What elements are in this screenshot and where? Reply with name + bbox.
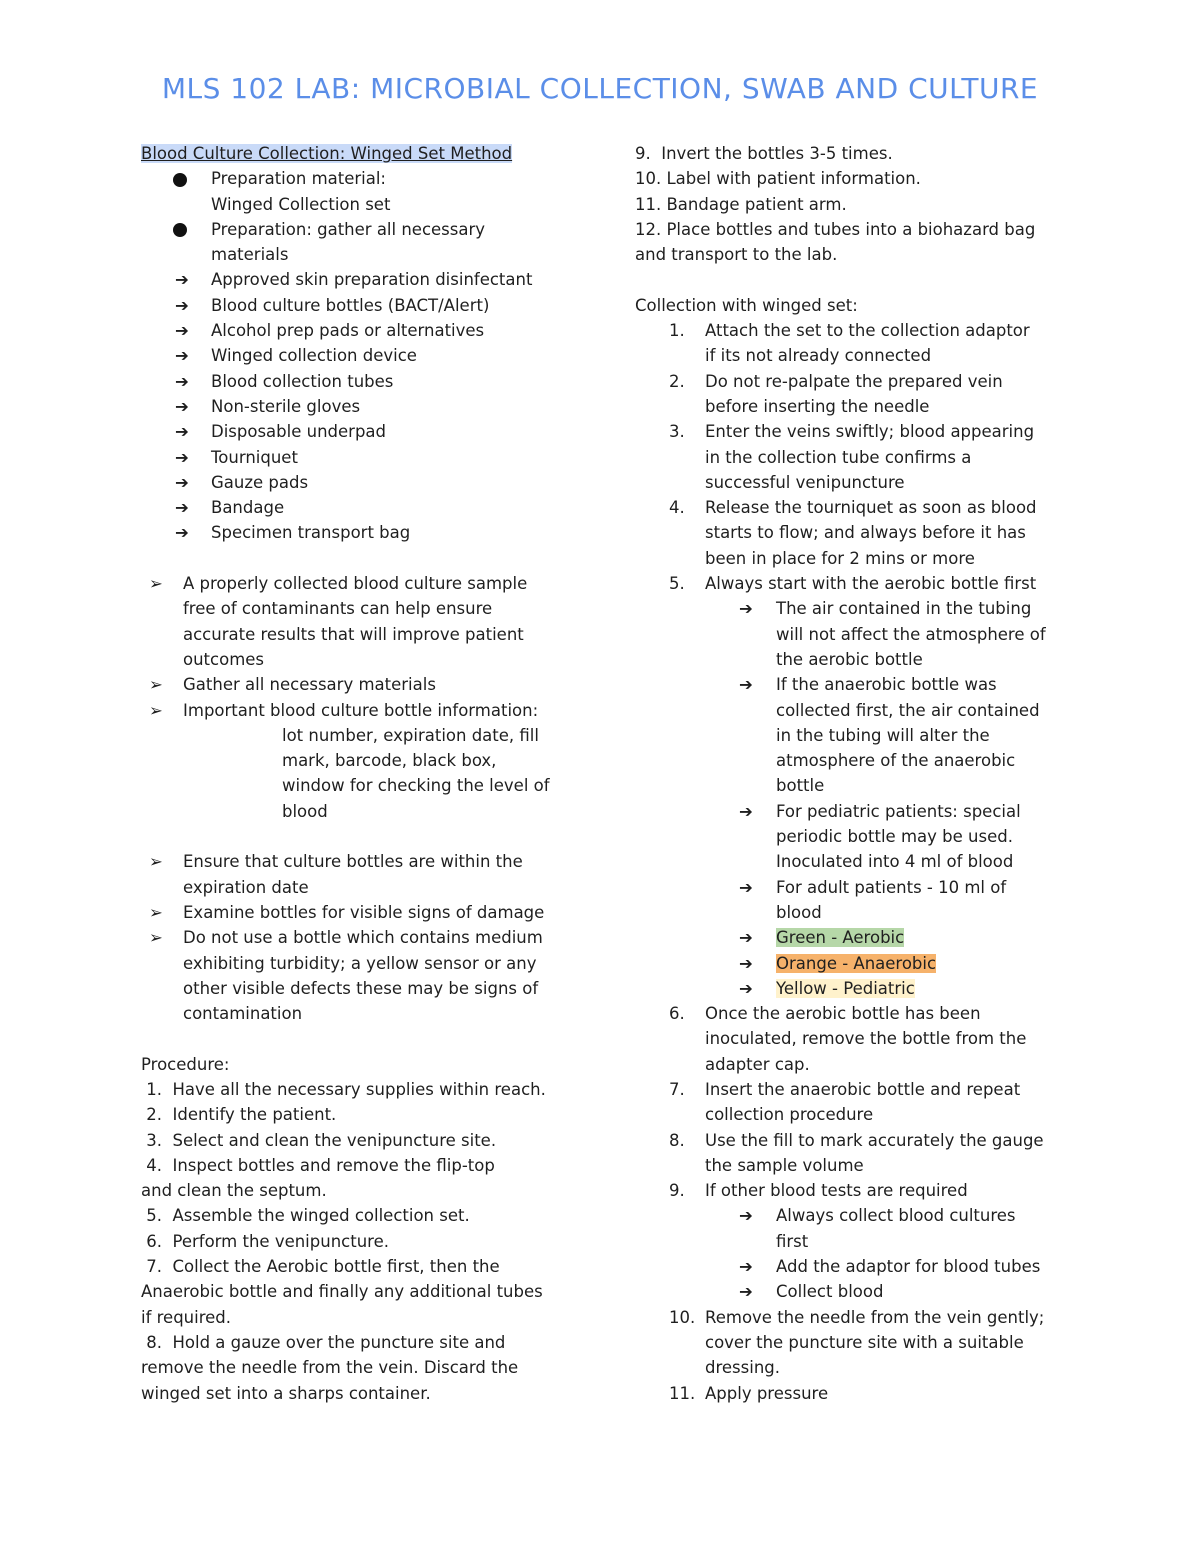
step-item — [635, 445, 1065, 470]
step-number: 11. — [669, 1383, 696, 1403]
note-item-text: expiration date — [183, 877, 309, 897]
material-item-text: Bandage — [211, 498, 285, 518]
sub-item — [635, 1254, 1065, 1279]
note-item-text: Important blood culture bottle information: — [183, 700, 539, 720]
step-item — [635, 520, 1065, 545]
notes-list — [141, 849, 581, 1026]
sub-list — [635, 1203, 1065, 1304]
step-number: 7. — [669, 1079, 685, 1099]
step-item — [635, 343, 1065, 368]
sub-item — [635, 773, 1065, 798]
sub-item-text: periodic bottle may be used. — [776, 827, 1013, 847]
procedure-line: 4. Inspect bottles and remove the flip-top — [141, 1155, 495, 1175]
arrow-icon: ➔ — [739, 1282, 753, 1302]
sub-item-text: collected first, the air contained — [776, 700, 1040, 720]
color-legend — [635, 925, 1065, 1001]
material-item-text: Alcohol prep pads or alternatives — [211, 321, 485, 341]
chevron-bullet-icon: ➢ — [149, 574, 163, 594]
step-item — [635, 470, 1065, 495]
step-item-text: successful venipuncture — [705, 472, 905, 492]
arrow-icon: ➔ — [175, 523, 189, 543]
sub-item-text: bottle — [776, 776, 825, 796]
sub-item-text: Inoculated into 4 ml of blood — [776, 852, 1014, 872]
step-number: 6. — [669, 1004, 685, 1024]
material-item-text: Gauze pads — [211, 472, 309, 492]
procedure-line: winged set into a sharps container. — [141, 1383, 431, 1403]
step-item — [635, 1178, 1065, 1203]
step-number: 10. — [669, 1307, 696, 1327]
step-item — [635, 1052, 1065, 1077]
note-item — [141, 596, 581, 621]
material-item — [141, 419, 581, 444]
sub-item — [635, 698, 1065, 723]
sub-item-text: For adult patients - 10 ml of — [776, 877, 1007, 897]
step-number: 8. — [669, 1130, 685, 1150]
bullet-icon — [173, 173, 187, 187]
steps-list — [635, 1001, 1065, 1203]
sub-item-text: blood — [776, 902, 822, 922]
step-item-text: Attach the set to the collection adaptor — [705, 321, 1030, 341]
sub-item-text: Collect blood — [776, 1282, 884, 1302]
note-item — [141, 647, 581, 672]
step-item-text: if its not already connected — [705, 346, 932, 366]
bottle-info-line: mark, barcode, black box, — [282, 751, 497, 771]
color-item — [635, 976, 1065, 1001]
sub-item — [635, 748, 1065, 773]
step-item — [635, 1001, 1065, 1026]
procedure-line: 2. Identify the patient. — [141, 1105, 337, 1125]
prep-material-label: Preparation material: — [211, 169, 386, 189]
note-item-text: Gather all necessary materials — [183, 675, 436, 695]
arrow-icon: ➔ — [175, 270, 189, 290]
step-item — [635, 571, 1065, 596]
sub-item-text: Add the adaptor for blood tubes — [776, 1257, 1041, 1277]
material-item — [141, 267, 581, 292]
material-item — [141, 495, 581, 520]
step-number: 9. — [669, 1181, 685, 1201]
step-item-text: dressing. — [705, 1358, 780, 1378]
step-number: 3. — [669, 422, 685, 442]
step-item-text: adapter cap. — [705, 1054, 810, 1074]
sub-item — [635, 799, 1065, 824]
note-item-text: Do not use a bottle which contains medium — [183, 928, 543, 948]
note-item — [141, 672, 581, 697]
arrow-icon: ➔ — [175, 472, 189, 492]
material-item — [141, 318, 581, 343]
arrow-icon: ➔ — [739, 1206, 753, 1226]
sub-item-text: For pediatric patients: special — [776, 801, 1021, 821]
material-item-text: Approved skin preparation disinfectant — [211, 270, 533, 290]
right-column — [635, 141, 1065, 1406]
material-item-text: Blood collection tubes — [211, 371, 394, 391]
material-item-text: Winged collection device — [211, 346, 417, 366]
sub-item — [635, 824, 1065, 849]
material-item-text: Disposable underpad — [211, 422, 386, 442]
step-item-text: before inserting the needle — [705, 396, 930, 416]
chevron-bullet-icon: ➢ — [149, 902, 163, 922]
step-item — [635, 369, 1065, 394]
sub-list — [635, 596, 1065, 925]
step-item — [635, 1153, 1065, 1178]
bottle-info-line: lot number, expiration date, fill — [282, 725, 539, 745]
sub-item-text: The air contained in the tubing — [776, 599, 1032, 619]
material-item-text: Tourniquet — [211, 447, 298, 467]
step-item — [635, 1330, 1065, 1355]
arrow-icon: ➔ — [739, 978, 753, 998]
step-item — [635, 1355, 1065, 1380]
step-number: 5. — [669, 574, 685, 594]
arrow-icon: ➔ — [739, 675, 753, 695]
step-item — [635, 394, 1065, 419]
procedure-continued — [635, 141, 1065, 267]
color-item-text: Green - Aerobic — [776, 928, 905, 948]
prep-material-value: Winged Collection set — [211, 194, 391, 214]
procedure-line: 11. Bandage patient arm. — [635, 194, 847, 214]
bottle-info-line: blood — [282, 801, 328, 821]
bottle-info-line: window for checking the level of — [282, 776, 550, 796]
step-item-text: cover the puncture site with a suitable — [705, 1332, 1024, 1352]
step-number: 1. — [669, 321, 685, 341]
step-item-text: inoculated, remove the bottle from the — [705, 1029, 1027, 1049]
step-item — [635, 546, 1065, 571]
sub-item-text: first — [776, 1231, 809, 1251]
procedure-line: 3. Select and clean the venipuncture site. — [141, 1130, 497, 1150]
color-item-text: Orange - Anaerobic — [776, 953, 937, 973]
step-item-text: If other blood tests are required — [705, 1181, 968, 1201]
arrow-icon: ➔ — [175, 447, 189, 467]
sub-item-text: Always collect blood cultures — [776, 1206, 1016, 1226]
procedure-line: if required. — [141, 1307, 232, 1327]
arrow-icon: ➔ — [175, 371, 189, 391]
color-item — [635, 925, 1065, 950]
bottle-info — [141, 723, 581, 824]
material-item-text: Blood culture bottles (BACT/Alert) — [211, 295, 490, 315]
material-item — [141, 470, 581, 495]
prep-gather-line: Preparation: gather all necessary — [211, 219, 486, 239]
procedure-line: 10. Label with patient information. — [635, 169, 921, 189]
sub-item — [635, 849, 1065, 874]
procedure-line: 1. Have all the necessary supplies within reach. — [141, 1079, 546, 1099]
note-item — [141, 900, 581, 925]
chevron-bullet-icon: ➢ — [149, 700, 163, 720]
procedure-line: remove the needle from the vein. Discard the — [141, 1358, 519, 1378]
procedure-label: Procedure: — [141, 1054, 230, 1074]
sub-item-text: in the tubing will alter the — [776, 725, 990, 745]
step-item-text: Release the tourniquet as soon as blood — [705, 498, 1037, 518]
step-item-text: collection procedure — [705, 1105, 874, 1125]
arrow-icon: ➔ — [175, 321, 189, 341]
winged-label: Collection with winged set: — [635, 295, 858, 315]
sub-item — [635, 1203, 1065, 1228]
step-item — [635, 1026, 1065, 1051]
procedure-line: 5. Assemble the winged collection set. — [141, 1206, 470, 1226]
step-item-text: the sample volume — [705, 1155, 864, 1175]
arrow-icon: ➔ — [175, 498, 189, 518]
note-item — [141, 925, 581, 950]
note-item — [141, 698, 581, 723]
arrow-icon: ➔ — [739, 801, 753, 821]
step-item — [635, 495, 1065, 520]
note-item — [141, 875, 581, 900]
note-item — [141, 849, 581, 874]
note-item-text: other visible defects these may be signs of — [183, 978, 539, 998]
note-item-text: A properly collected blood culture sample — [183, 574, 528, 594]
procedure-line: 6. Perform the venipuncture. — [141, 1231, 389, 1251]
arrow-icon: ➔ — [175, 422, 189, 442]
page-title: MLS 102 LAB: MICROBIAL COLLECTION, SWAB AND CULTURE — [161, 72, 1039, 105]
note-item-text: exhibiting turbidity; a yellow sensor or any — [183, 953, 537, 973]
sub-item-text: the aerobic bottle — [776, 649, 923, 669]
note-item-text: accurate results that will improve patient — [183, 624, 524, 644]
note-item — [141, 976, 581, 1001]
step-item-text: starts to flow; and always before it has — [705, 523, 1026, 543]
note-item-text: outcomes — [183, 649, 265, 669]
prep-gather-line: materials — [211, 245, 289, 265]
arrow-icon: ➔ — [739, 1257, 753, 1277]
arrow-icon: ➔ — [175, 295, 189, 315]
chevron-bullet-icon: ➢ — [149, 928, 163, 948]
bullet-icon — [173, 223, 187, 237]
step-item — [635, 1077, 1065, 1102]
sub-item — [635, 672, 1065, 697]
sub-item — [635, 596, 1065, 621]
arrow-icon: ➔ — [175, 346, 189, 366]
material-item — [141, 293, 581, 318]
sub-item — [635, 622, 1065, 647]
arrow-icon: ➔ — [739, 928, 753, 948]
color-item — [635, 951, 1065, 976]
procedure-line: 9. Invert the bottles 3-5 times. — [635, 144, 893, 163]
note-item-text: contamination — [183, 1004, 303, 1024]
note-item-text: free of contaminants can help ensure — [183, 599, 493, 619]
sub-item — [635, 647, 1065, 672]
step-item-text: Use the fill to mark accurately the gauge — [705, 1130, 1044, 1150]
arrow-icon: ➔ — [175, 396, 189, 416]
arrow-icon: ➔ — [739, 953, 753, 973]
steps-list — [635, 318, 1065, 596]
procedure-line: 12. Place bottles and tubes into a biohazard bag — [635, 219, 1036, 239]
step-item-text: Always start with the aerobic bottle first — [705, 574, 1037, 594]
step-item-text: Apply pressure — [705, 1383, 829, 1403]
step-item-text: Remove the needle from the vein gently; — [705, 1307, 1045, 1327]
arrow-icon: ➔ — [739, 599, 753, 619]
note-item — [141, 951, 581, 976]
step-item — [635, 1128, 1065, 1153]
step-item — [635, 318, 1065, 343]
left-column — [141, 141, 581, 1406]
sub-item-text: will not affect the atmosphere of — [776, 624, 1046, 644]
color-item-text: Yellow - Pediatric — [776, 978, 915, 998]
material-item-text: Non-sterile gloves — [211, 396, 361, 416]
note-item — [141, 1001, 581, 1026]
step-item-text: in the collection tube confirms a — [705, 447, 972, 467]
arrow-icon: ➔ — [739, 877, 753, 897]
procedure-line: Anaerobic bottle and finally any additional tubes — [141, 1282, 543, 1302]
note-item-text: Ensure that culture bottles are within the — [183, 852, 523, 872]
step-item — [635, 1381, 1065, 1406]
section-heading: Blood Culture Collection: Winged Set Method — [141, 144, 513, 163]
sub-item-text: If the anaerobic bottle was — [776, 675, 997, 695]
procedure-line: and clean the septum. — [141, 1181, 327, 1201]
sub-item — [635, 900, 1065, 925]
step-item-text: Enter the veins swiftly; blood appearing — [705, 422, 1035, 442]
sub-item — [635, 723, 1065, 748]
sub-item — [635, 1279, 1065, 1304]
sub-item-text: atmosphere of the anaerobic — [776, 751, 1016, 771]
material-item — [141, 520, 581, 545]
step-item-text: been in place for 2 mins or more — [705, 548, 975, 568]
procedure-line: 8. Hold a gauze over the puncture site and — [141, 1332, 506, 1352]
procedure-line: 7. Collect the Aerobic bottle first, then the — [141, 1257, 500, 1277]
sub-item — [635, 875, 1065, 900]
step-item — [635, 419, 1065, 444]
step-item — [635, 1102, 1065, 1127]
procedure-line: and transport to the lab. — [635, 245, 838, 265]
procedure-list — [141, 1077, 581, 1406]
step-item-text: Once the aerobic bottle has been — [705, 1004, 981, 1024]
chevron-bullet-icon: ➢ — [149, 852, 163, 872]
notes-list — [141, 571, 581, 723]
chevron-bullet-icon: ➢ — [149, 675, 163, 695]
note-item — [141, 571, 581, 596]
material-item-text: Specimen transport bag — [211, 523, 411, 543]
material-item — [141, 445, 581, 470]
step-number: 2. — [669, 371, 685, 391]
step-item — [635, 1305, 1065, 1330]
step-item-text: Do not re-palpate the prepared vein — [705, 371, 1003, 391]
materials-list — [141, 267, 581, 545]
sub-item — [635, 1229, 1065, 1254]
steps-list — [635, 1305, 1065, 1406]
material-item — [141, 343, 581, 368]
material-item — [141, 369, 581, 394]
step-number: 4. — [669, 498, 685, 518]
step-item-text: Insert the anaerobic bottle and repeat — [705, 1079, 1021, 1099]
material-item — [141, 394, 581, 419]
note-item — [141, 622, 581, 647]
note-item-text: Examine bottles for visible signs of damage — [183, 902, 545, 922]
